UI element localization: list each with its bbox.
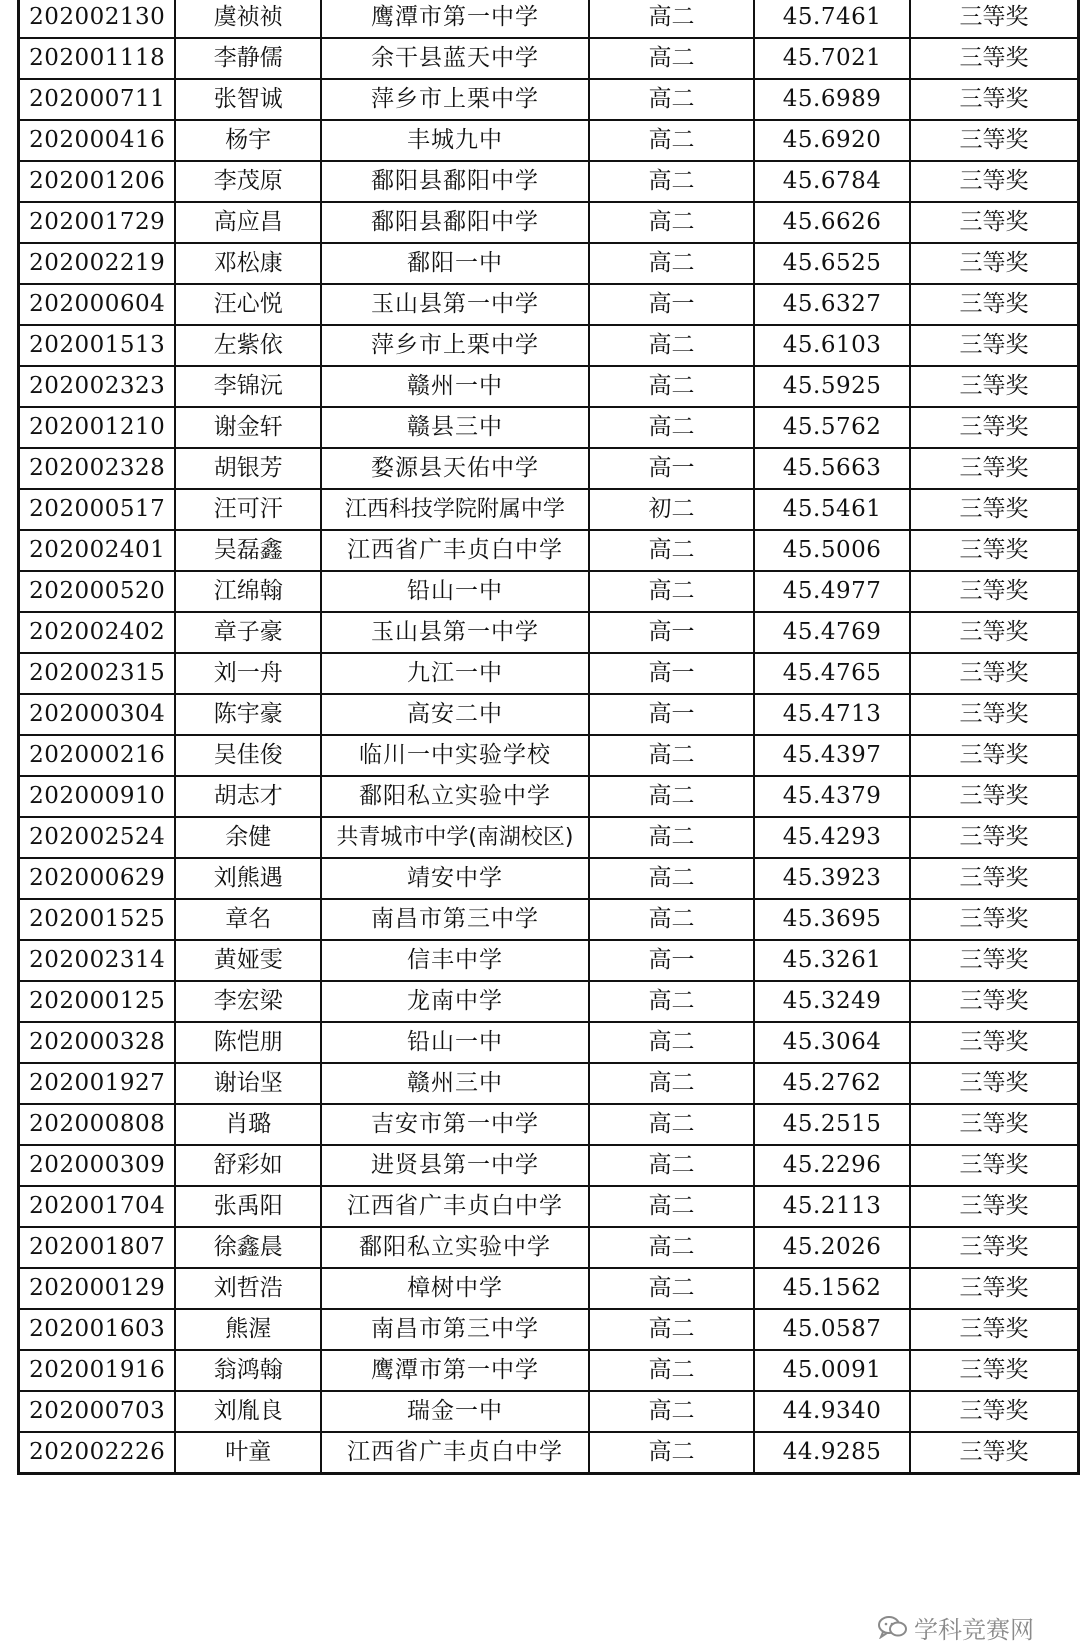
cell-grade: 高二 [589,1063,754,1104]
cell-id: 202002314 [19,940,176,981]
cell-school: 高安二中 [321,694,589,735]
cell-grade: 初二 [589,489,754,530]
cell-id: 202000304 [19,694,176,735]
cell-score: 45.2026 [754,1227,910,1268]
cell-name: 李宏梁 [175,981,321,1022]
cell-id: 202000604 [19,284,176,325]
cell-score: 45.6103 [754,325,910,366]
cell-id: 202000910 [19,776,176,817]
cell-grade: 高二 [589,817,754,858]
table-row [19,940,1079,981]
table-row [19,981,1079,1022]
cell-award: 三等奖 [910,407,1079,448]
cell-school: 九江一中 [321,653,589,694]
cell-grade: 高二 [589,120,754,161]
cell-name: 肖璐 [175,1104,321,1145]
cell-name: 胡银芳 [175,448,321,489]
cell-id: 202001927 [19,1063,176,1104]
cell-grade: 高二 [589,858,754,899]
cell-school: 赣州三中 [321,1063,589,1104]
cell-award: 三等奖 [910,38,1079,79]
cell-score: 45.5663 [754,448,910,489]
cell-school: 信丰中学 [321,940,589,981]
cell-grade: 高二 [589,1391,754,1432]
cell-id: 202002401 [19,530,176,571]
cell-name: 李锦沅 [175,366,321,407]
cell-grade: 高二 [589,1268,754,1309]
cell-id: 202000328 [19,1022,176,1063]
cell-grade: 高二 [589,1145,754,1186]
cell-award: 三等奖 [910,981,1079,1022]
cell-score: 45.0091 [754,1350,910,1391]
cell-id: 202001118 [19,38,176,79]
cell-id: 202000711 [19,79,176,120]
cell-school: 玉山县第一中学 [321,612,589,653]
table-row [19,1145,1079,1186]
cell-award: 三等奖 [910,530,1079,571]
cell-id: 202001603 [19,1309,176,1350]
cell-score: 45.5925 [754,366,910,407]
cell-school: 鄱阳县鄱阳中学 [321,161,589,202]
cell-score: 45.3923 [754,858,910,899]
cell-school: 江西省广丰贞白中学 [321,1432,589,1474]
cell-school: 鹰潭市第一中学 [321,0,589,38]
cell-id: 202001525 [19,899,176,940]
cell-score: 45.6626 [754,202,910,243]
cell-score: 45.5461 [754,489,910,530]
cell-school: 婺源县天佑中学 [321,448,589,489]
cell-award: 三等奖 [910,325,1079,366]
cell-name: 虞祯祯 [175,0,321,38]
cell-grade: 高二 [589,407,754,448]
cell-award: 三等奖 [910,817,1079,858]
cell-score: 45.2296 [754,1145,910,1186]
cell-name: 熊渥 [175,1309,321,1350]
table-row [19,161,1079,202]
cell-score: 45.3064 [754,1022,910,1063]
cell-name: 李静儒 [175,38,321,79]
cell-award: 三等奖 [910,120,1079,161]
cell-grade: 高二 [589,38,754,79]
cell-id: 202001513 [19,325,176,366]
table-row [19,858,1079,899]
cell-award: 三等奖 [910,79,1079,120]
table-row [19,735,1079,776]
table-row [19,120,1079,161]
table-row [19,612,1079,653]
cell-id: 202000517 [19,489,176,530]
cell-award: 三等奖 [910,489,1079,530]
cell-award: 三等奖 [910,284,1079,325]
cell-name: 黄娅雯 [175,940,321,981]
cell-school: 铅山一中 [321,571,589,612]
table-row [19,1432,1079,1474]
cell-score: 45.4713 [754,694,910,735]
cell-school: 鄱阳私立实验中学 [321,776,589,817]
cell-grade: 高二 [589,1227,754,1268]
cell-school: 江西省广丰贞白中学 [321,1186,589,1227]
cell-grade: 高二 [589,79,754,120]
cell-school: 鄱阳一中 [321,243,589,284]
cell-award: 三等奖 [910,1309,1079,1350]
cell-grade: 高二 [589,161,754,202]
cell-id: 202001916 [19,1350,176,1391]
cell-score: 45.6327 [754,284,910,325]
cell-score: 45.4765 [754,653,910,694]
cell-grade: 高二 [589,1432,754,1474]
cell-grade: 高二 [589,735,754,776]
cell-name: 刘胤良 [175,1391,321,1432]
table-row [19,1391,1079,1432]
cell-grade: 高二 [589,981,754,1022]
cell-score: 45.4397 [754,735,910,776]
cell-id: 202002402 [19,612,176,653]
cell-school: 赣州一中 [321,366,589,407]
cell-name: 刘一舟 [175,653,321,694]
cell-name: 李茂原 [175,161,321,202]
table-row [19,571,1079,612]
watermark-text: 学科竞赛网 [914,1615,1034,1644]
cell-name: 汪心悦 [175,284,321,325]
cell-id: 202001729 [19,202,176,243]
cell-id: 202002315 [19,653,176,694]
cell-name: 叶童 [175,1432,321,1474]
table-row [19,1104,1079,1145]
cell-school: 赣县三中 [321,407,589,448]
cell-score: 45.4977 [754,571,910,612]
cell-id: 202002226 [19,1432,176,1474]
cell-id: 202001704 [19,1186,176,1227]
cell-award: 三等奖 [910,1432,1079,1474]
cell-school: 龙南中学 [321,981,589,1022]
cell-school: 玉山县第一中学 [321,284,589,325]
cell-score: 45.3695 [754,899,910,940]
cell-award: 三等奖 [910,1063,1079,1104]
table-row [19,1309,1079,1350]
cell-name: 章子豪 [175,612,321,653]
cell-award: 三等奖 [910,1268,1079,1309]
cell-award: 三等奖 [910,653,1079,694]
cell-score: 45.3249 [754,981,910,1022]
cell-grade: 高一 [589,448,754,489]
cell-award: 三等奖 [910,1104,1079,1145]
cell-id: 202000703 [19,1391,176,1432]
cell-name: 刘哲浩 [175,1268,321,1309]
cell-id: 202001210 [19,407,176,448]
cell-id: 202002130 [19,0,176,38]
cell-name: 汪可汗 [175,489,321,530]
cell-school: 萍乡市上栗中学 [321,79,589,120]
cell-grade: 高二 [589,530,754,571]
cell-school: 共青城市中学(南湖校区) [321,817,589,858]
cell-score: 45.1562 [754,1268,910,1309]
cell-name: 谢金轩 [175,407,321,448]
table-row [19,325,1079,366]
table-body [19,0,1079,1474]
cell-grade: 高二 [589,571,754,612]
cell-id: 202000629 [19,858,176,899]
cell-award: 三等奖 [910,448,1079,489]
cell-grade: 高二 [589,1309,754,1350]
cell-name: 杨宇 [175,120,321,161]
cell-score: 45.3261 [754,940,910,981]
table-row [19,530,1079,571]
cell-school: 樟树中学 [321,1268,589,1309]
cell-award: 三等奖 [910,1227,1079,1268]
table-row [19,79,1079,120]
cell-award: 三等奖 [910,1022,1079,1063]
table-row [19,243,1079,284]
cell-id: 202002328 [19,448,176,489]
cell-name: 徐鑫晨 [175,1227,321,1268]
cell-school: 鄱阳县鄱阳中学 [321,202,589,243]
cell-school: 瑞金一中 [321,1391,589,1432]
table-row [19,407,1079,448]
cell-grade: 高二 [589,1186,754,1227]
cell-award: 三等奖 [910,612,1079,653]
table-row [19,1063,1079,1104]
cell-score: 45.6784 [754,161,910,202]
cell-score: 44.9285 [754,1432,910,1474]
cell-score: 45.5762 [754,407,910,448]
cell-school: 江西科技学院附属中学 [321,489,589,530]
cell-id: 202000125 [19,981,176,1022]
cell-name: 张智诚 [175,79,321,120]
cell-name: 舒彩如 [175,1145,321,1186]
table-row [19,776,1079,817]
cell-score: 45.2762 [754,1063,910,1104]
cell-award: 三等奖 [910,1186,1079,1227]
cell-id: 202000416 [19,120,176,161]
cell-school: 萍乡市上栗中学 [321,325,589,366]
cell-name: 邓松康 [175,243,321,284]
cell-name: 胡志才 [175,776,321,817]
cell-school: 江西省广丰贞白中学 [321,530,589,571]
cell-award: 三等奖 [910,776,1079,817]
cell-grade: 高一 [589,694,754,735]
cell-id: 202001807 [19,1227,176,1268]
cell-id: 202000808 [19,1104,176,1145]
cell-grade: 高一 [589,612,754,653]
cell-award: 三等奖 [910,1391,1079,1432]
cell-id: 202000216 [19,735,176,776]
cell-id: 202000309 [19,1145,176,1186]
cell-score: 45.6525 [754,243,910,284]
cell-award: 三等奖 [910,571,1079,612]
cell-school: 鄱阳私立实验中学 [321,1227,589,1268]
cell-score: 45.6989 [754,79,910,120]
cell-award: 三等奖 [910,735,1079,776]
table-row [19,1227,1079,1268]
cell-grade: 高二 [589,0,754,38]
cell-name: 吴佳俊 [175,735,321,776]
cell-id: 202002524 [19,817,176,858]
cell-name: 吴磊鑫 [175,530,321,571]
cell-score: 45.4769 [754,612,910,653]
cell-grade: 高一 [589,653,754,694]
cell-award: 三等奖 [910,1350,1079,1391]
cell-name: 陈恺朋 [175,1022,321,1063]
cell-name: 谢诒坚 [175,1063,321,1104]
cell-score: 45.4293 [754,817,910,858]
table-row [19,202,1079,243]
cell-grade: 高二 [589,1104,754,1145]
cell-award: 三等奖 [910,243,1079,284]
cell-school: 吉安市第一中学 [321,1104,589,1145]
cell-grade: 高一 [589,940,754,981]
cell-grade: 高二 [589,1350,754,1391]
cell-score: 45.0587 [754,1309,910,1350]
table-row [19,489,1079,530]
table-row [19,1022,1079,1063]
cell-school: 鹰潭市第一中学 [321,1350,589,1391]
cell-award: 三等奖 [910,940,1079,981]
cell-id: 202001206 [19,161,176,202]
table-row [19,38,1079,79]
wechat-icon [878,1615,908,1639]
cell-score: 45.5006 [754,530,910,571]
cell-grade: 高二 [589,776,754,817]
cell-score: 45.7461 [754,0,910,38]
table-row [19,653,1079,694]
cell-award: 三等奖 [910,202,1079,243]
table-row [19,1186,1079,1227]
cell-name: 高应昌 [175,202,321,243]
cell-name: 左紫依 [175,325,321,366]
cell-id: 202000520 [19,571,176,612]
table-row [19,284,1079,325]
cell-score: 45.6920 [754,120,910,161]
table-row [19,899,1079,940]
cell-award: 三等奖 [910,899,1079,940]
cell-grade: 高二 [589,366,754,407]
cell-award: 三等奖 [910,161,1079,202]
table-row [19,1350,1079,1391]
cell-name: 章名 [175,899,321,940]
cell-school: 铅山一中 [321,1022,589,1063]
cell-id: 202002219 [19,243,176,284]
cell-name: 陈宇豪 [175,694,321,735]
cell-score: 44.9340 [754,1391,910,1432]
cell-school: 丰城九中 [321,120,589,161]
cell-score: 45.2113 [754,1186,910,1227]
cell-grade: 高二 [589,243,754,284]
cell-grade: 高二 [589,325,754,366]
cell-score: 45.7021 [754,38,910,79]
cell-score: 45.4379 [754,776,910,817]
cell-score: 45.2515 [754,1104,910,1145]
table-row [19,1268,1079,1309]
cell-grade: 高二 [589,899,754,940]
table-row [19,817,1079,858]
cell-school: 靖安中学 [321,858,589,899]
cell-award: 三等奖 [910,858,1079,899]
cell-name: 江绵翰 [175,571,321,612]
watermark [878,1612,1034,1642]
cell-grade: 高二 [589,202,754,243]
cell-school: 南昌市第三中学 [321,899,589,940]
cell-name: 张禹阳 [175,1186,321,1227]
table-row [19,0,1079,38]
cell-award: 三等奖 [910,1145,1079,1186]
cell-grade: 高一 [589,284,754,325]
cell-grade: 高二 [589,1022,754,1063]
cell-school: 余干县蓝天中学 [321,38,589,79]
cell-award: 三等奖 [910,366,1079,407]
table-row [19,366,1079,407]
table-row [19,448,1079,489]
cell-award: 三等奖 [910,694,1079,735]
table-row [19,694,1079,735]
cell-name: 翁鸿翰 [175,1350,321,1391]
cell-id: 202000129 [19,1268,176,1309]
cell-id: 202002323 [19,366,176,407]
cell-school: 南昌市第三中学 [321,1309,589,1350]
cell-award: 三等奖 [910,0,1079,38]
cell-name: 余健 [175,817,321,858]
award-table [17,0,1080,1475]
cell-name: 刘熊遇 [175,858,321,899]
cell-school: 进贤县第一中学 [321,1145,589,1186]
cell-school: 临川一中实验学校 [321,735,589,776]
